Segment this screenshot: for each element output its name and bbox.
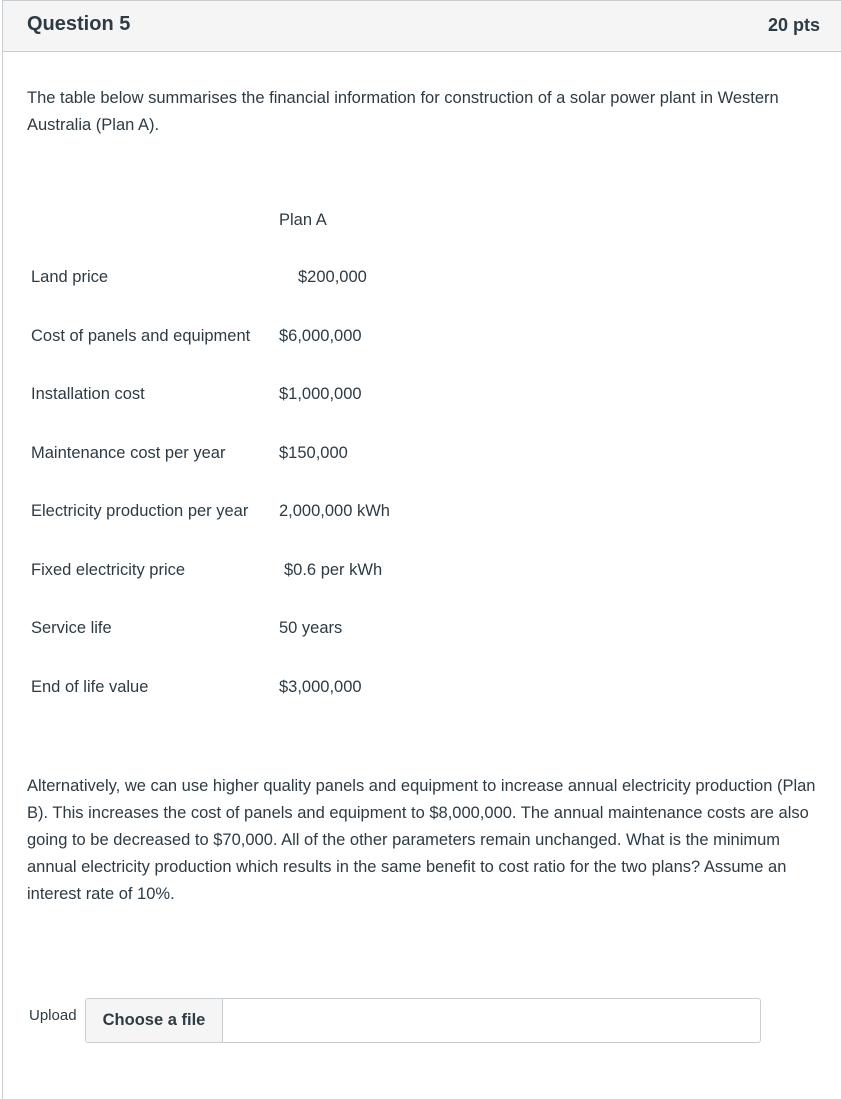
table-row-value: $200,000 xyxy=(298,268,367,286)
upload-label: Upload xyxy=(29,1007,77,1024)
table-row-value: $1,000,000 xyxy=(279,385,362,403)
file-upload-field[interactable] xyxy=(85,998,761,1043)
table-row-label: Service life xyxy=(31,619,112,637)
table-row-label: Land price xyxy=(31,268,109,286)
table-column-header: Plan A xyxy=(279,211,327,229)
table-row-label: End of life value xyxy=(31,678,149,696)
question-panel xyxy=(2,0,841,1099)
table-row-value: $150,000 xyxy=(279,444,348,462)
table-row-label: Fixed electricity price xyxy=(31,561,186,579)
table-row-label: Maintenance cost per year xyxy=(31,444,226,462)
question-header xyxy=(3,1,841,52)
table-row-value: $0.6 per kWh xyxy=(284,561,383,579)
question-title: Question 5 xyxy=(27,13,131,35)
table-row-value: 50 years xyxy=(279,619,343,637)
question-points: 20 pts xyxy=(767,15,820,35)
question-body-text: Alternatively, we can use higher quality panels and equipment to increase annual electricity production (Plan B). This increases the cost of panels and equipment to $8,000,000. The annual maintenance costs are also going to be decreased to $70,000. All of the other parameters remain unchanged. What is the minimum annual electricity production which results in the same benefit to cost ratio for the two plans? Assume an interest rate of 10%. xyxy=(27,777,816,903)
table-row-label: Installation cost xyxy=(31,385,145,403)
table-row-label: Cost of panels and equipment xyxy=(31,327,251,345)
table-row-label: Electricity production per year xyxy=(31,502,249,520)
question-intro-text: The table below summarises the financial information for construction of a solar power plant in Western Australia (Plan A). xyxy=(27,89,779,134)
table-row-value: $3,000,000 xyxy=(279,678,362,696)
table-row-value: 2,000,000 kWh xyxy=(279,502,390,520)
table-row-value: $6,000,000 xyxy=(279,327,362,345)
choose-file-button[interactable]: Choose a file xyxy=(86,999,223,1042)
